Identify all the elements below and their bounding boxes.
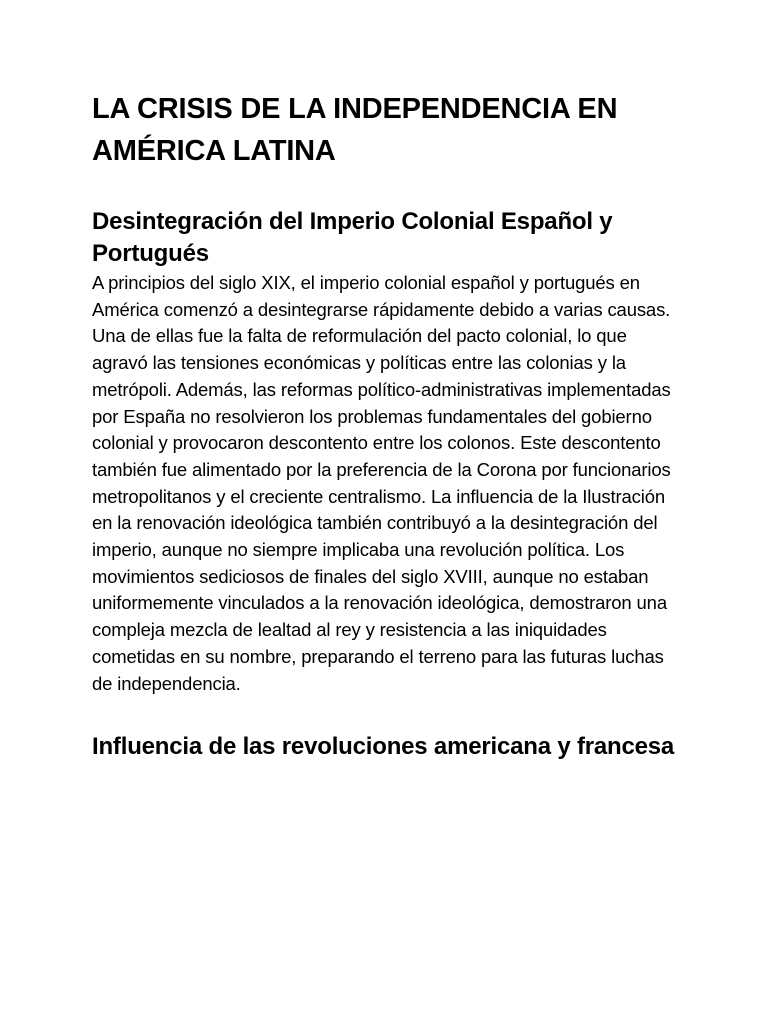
document-title: LA CRISIS DE LA INDEPENDENCIA EN AMÉRICA LATINA [92,93,618,167]
section-body-desintegracion: A principios del siglo XIX, el imperio colonial español y portugués en América comenzó a desintegrarse rápidamente debido a varias causas. Una de ellas fue la falta de reformulación del pacto colonial, lo que agravó las tensiones económicas y políticas entre las colonias y la metrópoli. Además, las reformas político-administrativas implementadas por España no resolvieron los problemas fundamentales del gobierno colonial y provocaron descontento entre los colonos. Este descontento también fue alimentado por la preferencia de la Corona por funcionarios metropolitanos y el creciente centralismo. La influencia de la Ilustración en la renovación ideológica también contribuyó a la desintegración del imperio, aunque no siempre implicaba una revolución política. Los movimientos sediciosos de finales del siglo XVIII, aunque no estaban uniformemente vinculados a la renovación ideológica, demostraron una compleja mezcla de lealtad al rey y resistencia a las iniquidades cometidas en su nombre, preparando el terreno para las futuras luchas de independencia. [92,272,671,694]
section-heading-influencia: Influencia de las revoluciones americana y francesa [92,733,675,761]
document-page [92,88,682,763]
section-heading-desintegracion: Desintegración del Imperio Colonial Español y Portugués [92,208,613,267]
